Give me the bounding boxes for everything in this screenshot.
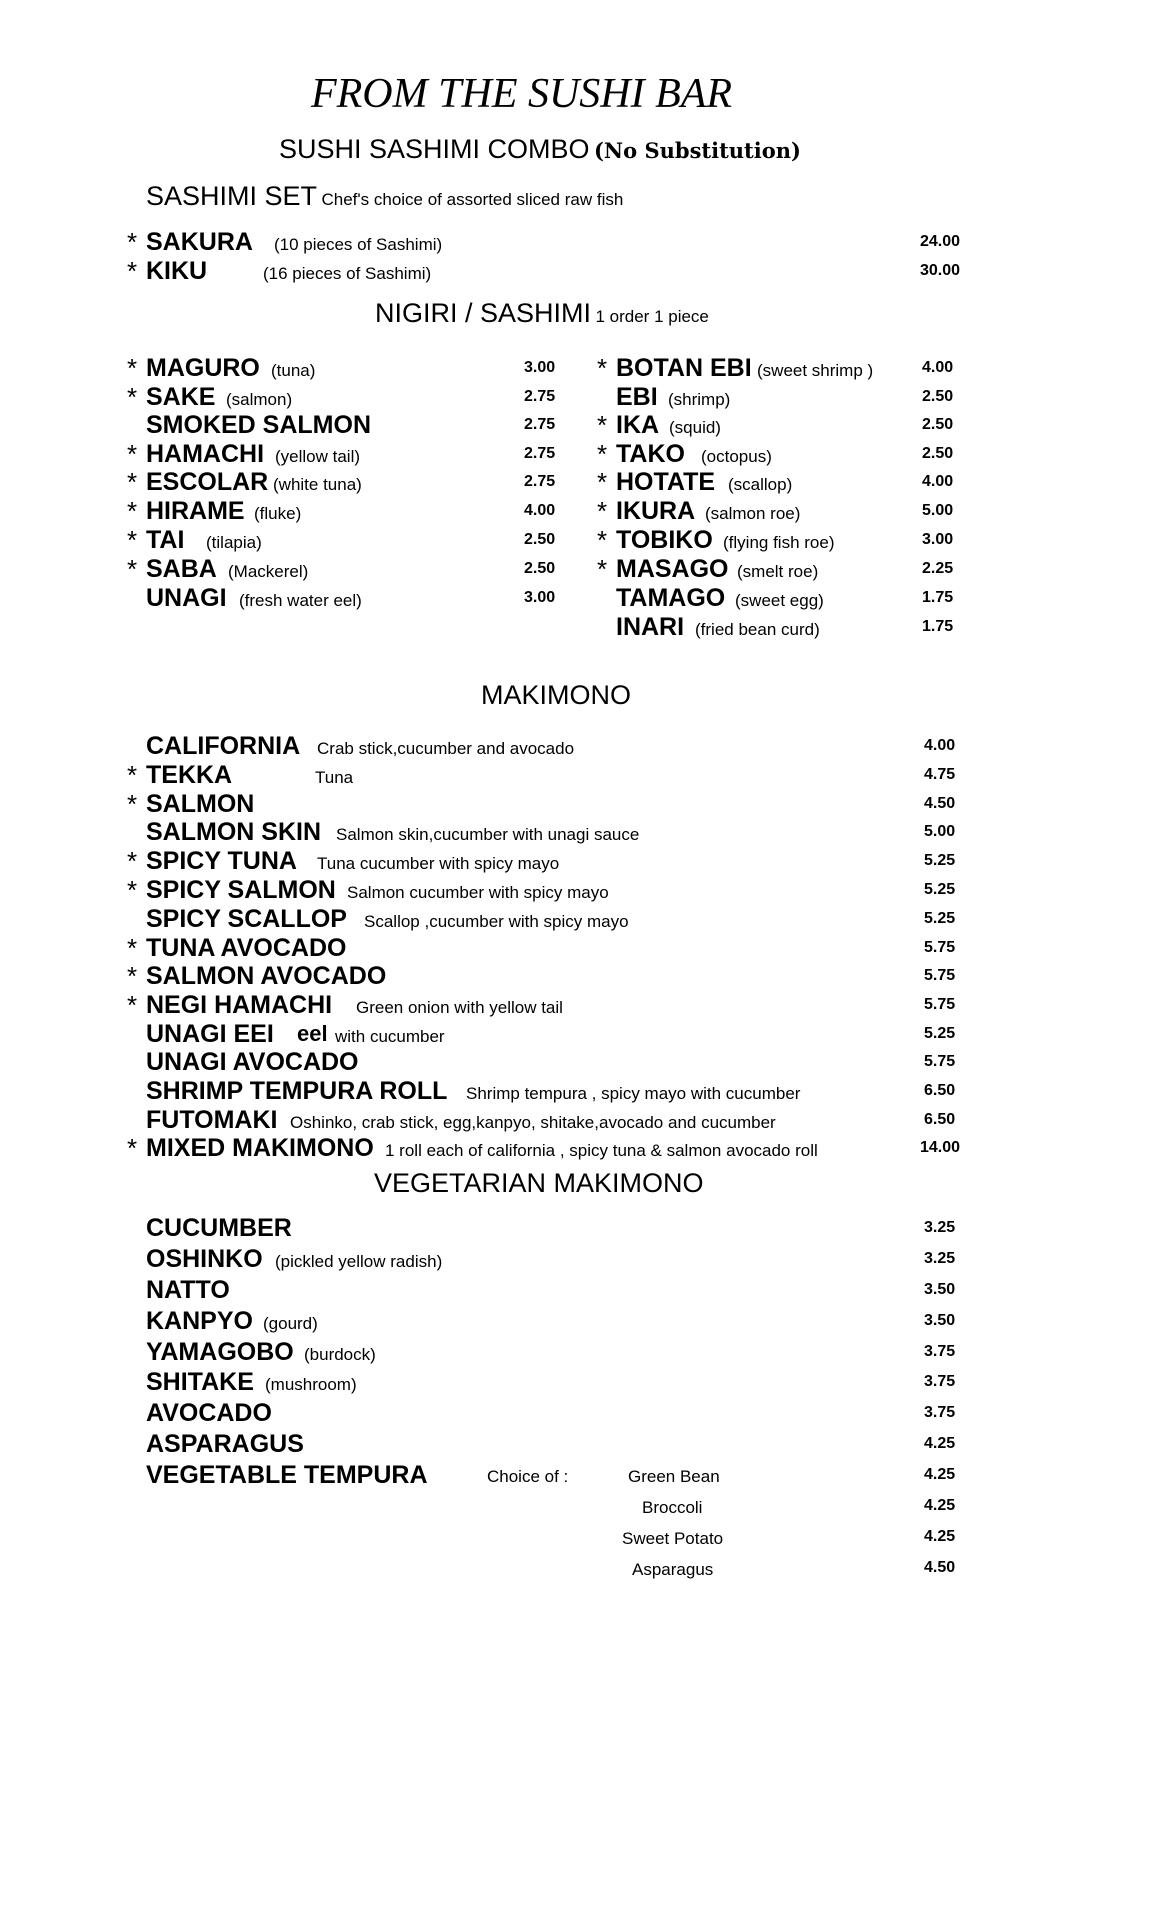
item-price: 5.00 — [922, 502, 954, 519]
raw-marker: * — [597, 554, 608, 584]
item-name: SPICY TUNA — [146, 847, 297, 875]
item-desc: Salmon cucumber with spicy mayo — [347, 883, 609, 902]
menu-item — [127, 732, 967, 760]
raw-marker: * — [597, 439, 608, 469]
item-price: 3.75 — [924, 1404, 956, 1421]
raw-marker: * — [127, 990, 138, 1020]
choice-price: 4.25 — [924, 1497, 956, 1514]
item-desc: (shrimp) — [668, 390, 731, 409]
menu-item — [127, 257, 967, 285]
menu-item — [127, 1020, 967, 1048]
item-desc: (tilapia) — [206, 533, 262, 552]
menu-item — [146, 1338, 966, 1366]
raw-marker: * — [127, 933, 138, 963]
item-price: 3.75 — [924, 1373, 956, 1390]
raw-marker: * — [597, 353, 608, 383]
menu-item — [597, 526, 967, 554]
item-price: 5.25 — [924, 852, 956, 869]
choice-price: 4.25 — [924, 1528, 956, 1545]
item-price: 5.75 — [924, 939, 956, 956]
item-desc: (smelt roe) — [737, 562, 819, 581]
menu-item — [127, 468, 567, 496]
item-price: 3.00 — [524, 589, 556, 606]
raw-marker: * — [127, 256, 138, 286]
item-desc: (fried bean curd) — [695, 620, 820, 639]
raw-marker: * — [127, 961, 138, 991]
item-name: UNAGI — [146, 584, 227, 612]
menu-item — [127, 790, 967, 818]
item-name: CALIFORNIA — [146, 732, 301, 760]
item-price: 24.00 — [920, 233, 961, 250]
menu-item — [597, 584, 967, 612]
raw-marker: * — [127, 353, 138, 383]
item-desc: Crab stick,cucumber and avocado — [317, 739, 575, 758]
item-desc: Tuna cucumber with spicy mayo — [317, 854, 560, 873]
item-price: 5.75 — [924, 967, 956, 984]
item-desc: (tuna) — [271, 361, 316, 380]
menu-item — [597, 411, 967, 439]
raw-marker: * — [597, 467, 608, 497]
item-name: MIXED MAKIMONO — [146, 1134, 374, 1162]
item-desc: Salmon skin,cucumber with unagi sauce — [336, 825, 640, 844]
menu-item — [146, 1214, 966, 1242]
menu-item — [127, 962, 967, 990]
item-name: HOTATE — [616, 468, 716, 496]
item-name: MAGURO — [146, 354, 260, 382]
item-price: 1.75 — [922, 589, 954, 606]
raw-marker: * — [127, 789, 138, 819]
raw-marker: * — [127, 227, 138, 257]
item-name: SAKURA — [146, 228, 253, 256]
raw-marker: * — [127, 525, 138, 555]
menu-item — [127, 555, 567, 583]
raw-marker: * — [127, 439, 138, 469]
item-price: 2.50 — [524, 560, 556, 577]
item-price: 4.75 — [924, 766, 956, 783]
menu-item — [127, 847, 967, 875]
item-desc: Oshinko, crab stick, egg,kanpyo, shitake,avocado and cucumber — [290, 1113, 776, 1132]
page-title: FROM THE SUSHI BAR — [311, 71, 733, 117]
item-price: 4.00 — [524, 502, 556, 519]
item-price: 14.00 — [920, 1139, 961, 1156]
item-desc: (gourd) — [263, 1314, 318, 1333]
item-desc: 1 roll each of california , spicy tuna & salmon avocado roll — [385, 1141, 818, 1160]
item-price: 3.50 — [924, 1281, 956, 1298]
item-desc: (yellow tail) — [275, 447, 361, 466]
item-price: 4.00 — [924, 737, 956, 754]
item-name: SHRIMP TEMPURA ROLL — [146, 1077, 448, 1105]
item-price: 2.75 — [524, 416, 556, 433]
item-name: KIKU — [146, 257, 208, 285]
item-price: 2.50 — [524, 531, 556, 548]
item-name: SMOKED SALMON — [146, 411, 371, 439]
item-price: 4.00 — [922, 359, 954, 376]
choice-option: Asparagus — [632, 1560, 714, 1579]
item-price: 5.25 — [924, 881, 956, 898]
item-price: 2.75 — [524, 445, 556, 462]
menu-item — [127, 526, 567, 554]
menu-item — [146, 1399, 966, 1427]
sashimi-set-row — [146, 181, 623, 212]
raw-marker: * — [127, 467, 138, 497]
sashimi-set-label: SASHIMI SET — [146, 181, 318, 211]
item-name: HAMACHI — [146, 440, 265, 468]
item-name: TAI — [146, 526, 185, 554]
item-price: 3.00 — [524, 359, 556, 376]
menu-item — [146, 1245, 966, 1273]
menu-item — [146, 1307, 966, 1335]
item-desc: Green onion with yellow tail — [356, 998, 563, 1017]
item-desc: (16 pieces of Sashimi) — [263, 264, 432, 283]
raw-marker: * — [127, 496, 138, 526]
menu-item — [146, 1430, 966, 1458]
item-desc: (salmon roe) — [705, 504, 801, 523]
item-desc: (octopus) — [701, 447, 772, 466]
item-desc: (sweet shrimp ) — [757, 361, 874, 380]
item-desc: (mushroom) — [265, 1375, 357, 1394]
menu-item — [597, 468, 967, 496]
sashimi-set-desc: Chef's choice of assorted sliced raw fish — [321, 190, 624, 209]
item-name: SAKE — [146, 383, 216, 411]
item-name: HIRAME — [146, 497, 245, 525]
item-desc: (white tuna) — [273, 475, 362, 494]
item-name: TUNA AVOCADO — [146, 934, 347, 962]
raw-marker: * — [127, 846, 138, 876]
menu-item — [127, 228, 967, 256]
item-desc: (squid) — [669, 418, 721, 437]
item-name: UNAGI AVOCADO — [146, 1048, 359, 1076]
item-name: BOTAN EBI — [616, 354, 752, 382]
menu-item — [127, 991, 967, 1019]
item-name-secondary: eel — [297, 1021, 328, 1046]
raw-marker: * — [597, 410, 608, 440]
menu-item — [597, 555, 967, 583]
combo-heading: SUSHI SASHIMI COMBO — [279, 134, 590, 164]
menu-item — [146, 1276, 966, 1304]
item-price: 3.25 — [924, 1219, 956, 1236]
item-desc: (sweet egg) — [735, 591, 824, 610]
item-price: 5.75 — [924, 996, 956, 1013]
item-desc: (salmon) — [226, 390, 293, 409]
menu-item — [127, 1048, 967, 1076]
item-desc: (pickled yellow radish) — [275, 1252, 443, 1271]
item-price: 6.50 — [924, 1082, 956, 1099]
item-name: SALMON AVOCADO — [146, 962, 387, 990]
raw-marker: * — [127, 760, 138, 790]
menu-item — [127, 761, 967, 789]
item-name: ASPARAGUS — [146, 1430, 304, 1458]
raw-marker: * — [127, 875, 138, 905]
item-price: 5.00 — [924, 823, 956, 840]
item-price: 2.75 — [524, 388, 556, 405]
makimono-heading: MAKIMONO — [481, 680, 632, 710]
item-name: IKA — [616, 411, 660, 439]
menu-item — [146, 1368, 966, 1396]
item-price: 3.00 — [922, 531, 954, 548]
menu-item — [127, 1106, 967, 1134]
menu-item — [146, 1461, 966, 1489]
item-name: EBI — [616, 383, 658, 411]
item-name: VEGETABLE TEMPURA — [146, 1461, 428, 1489]
item-name: IKURA — [616, 497, 696, 525]
menu-item — [127, 818, 967, 846]
item-price: 4.25 — [924, 1435, 956, 1452]
item-desc: (fresh water eel) — [239, 591, 362, 610]
item-desc: with cucumber — [335, 1027, 445, 1046]
raw-marker: * — [127, 382, 138, 412]
item-price: 3.75 — [924, 1343, 956, 1360]
item-price: 3.50 — [924, 1312, 956, 1329]
item-name: TOBIKO — [616, 526, 713, 554]
choice-option: Sweet Potato — [622, 1529, 724, 1548]
menu-item — [127, 876, 967, 904]
nigiri-heading: NIGIRI / SASHIMI — [375, 298, 592, 328]
item-price: 5.25 — [924, 1025, 956, 1042]
item-name: NATTO — [146, 1276, 230, 1304]
raw-marker: * — [597, 496, 608, 526]
menu-item — [127, 1077, 967, 1105]
menu-item — [127, 354, 567, 382]
item-price: 5.25 — [924, 910, 956, 927]
menu-item — [597, 613, 967, 641]
item-price: 2.25 — [922, 560, 954, 577]
item-name: INARI — [616, 613, 685, 641]
raw-marker: * — [597, 525, 608, 555]
item-price: 1.75 — [922, 618, 954, 635]
item-desc: Scallop ,cucumber with spicy mayo — [364, 912, 629, 931]
item-desc: (burdock) — [304, 1345, 376, 1364]
item-desc: Shrimp tempura , spicy mayo with cucumber — [466, 1084, 801, 1103]
item-desc: (Mackerel) — [228, 562, 309, 581]
menu-item — [127, 497, 567, 525]
item-name: SALMON SKIN — [146, 818, 321, 846]
item-name: FUTOMAKI — [146, 1106, 278, 1134]
item-price: 4.50 — [924, 795, 956, 812]
item-price: 5.75 — [924, 1053, 956, 1070]
item-price: 4.00 — [922, 473, 954, 490]
item-name: SPICY SCALLOP — [146, 905, 347, 933]
item-name: TEKKA — [146, 761, 233, 789]
menu-item — [127, 1134, 967, 1162]
raw-marker: * — [127, 1133, 138, 1163]
item-price: 6.50 — [924, 1111, 956, 1128]
combo-note: (No Substitution) — [594, 138, 801, 163]
item-price: 2.50 — [922, 445, 954, 462]
choice-row — [146, 1523, 966, 1551]
item-name: AVOCADO — [146, 1399, 272, 1427]
item-name: KANPYO — [146, 1307, 253, 1335]
choice-option: Green Bean — [628, 1467, 720, 1486]
item-desc: (flying fish roe) — [723, 533, 835, 552]
raw-marker: * — [127, 554, 138, 584]
menu-item — [127, 905, 967, 933]
choice-label: Choice of : — [487, 1467, 569, 1486]
item-name: SHITAKE — [146, 1368, 254, 1396]
item-name: ESCOLAR — [146, 468, 269, 496]
choice-row — [146, 1492, 966, 1520]
menu-item — [597, 354, 967, 382]
choice-price: 4.50 — [924, 1559, 956, 1576]
item-name: CUCUMBER — [146, 1214, 292, 1242]
menu-item — [127, 440, 567, 468]
vegetarian-heading: VEGETARIAN MAKIMONO — [374, 1168, 704, 1198]
item-price: 2.50 — [922, 388, 954, 405]
nigiri-heading-row — [375, 298, 709, 329]
menu-item — [597, 440, 967, 468]
item-name: TAMAGO — [616, 584, 726, 612]
choice-row — [146, 1554, 966, 1582]
item-name: MASAGO — [616, 555, 729, 583]
item-name: UNAGI EEI — [146, 1020, 274, 1048]
item-desc: Tuna — [315, 768, 354, 787]
item-name: NEGI HAMACHI — [146, 991, 333, 1019]
choice-option: Broccoli — [642, 1498, 703, 1517]
item-price: 2.50 — [922, 416, 954, 433]
menu-item — [127, 584, 567, 612]
item-desc: (fluke) — [254, 504, 302, 523]
item-desc: (10 pieces of Sashimi) — [274, 235, 443, 254]
item-name: YAMAGOBO — [146, 1338, 294, 1366]
menu-item — [597, 383, 967, 411]
item-name: SABA — [146, 555, 217, 583]
menu-item — [597, 497, 967, 525]
item-price: 3.25 — [924, 1250, 956, 1267]
menu-item — [127, 411, 567, 439]
item-price: 30.00 — [920, 262, 961, 279]
menu-item — [127, 383, 567, 411]
menu-item — [127, 934, 967, 962]
item-price: 4.25 — [924, 1466, 956, 1483]
item-name: SALMON — [146, 790, 255, 818]
item-name: SPICY SALMON — [146, 876, 336, 904]
item-name: OSHINKO — [146, 1245, 263, 1273]
combo-heading-row — [279, 134, 801, 165]
item-desc: (scallop) — [728, 475, 793, 494]
item-price: 2.75 — [524, 473, 556, 490]
nigiri-subheading: 1 order 1 piece — [595, 307, 709, 326]
item-name: TAKO — [616, 440, 685, 468]
